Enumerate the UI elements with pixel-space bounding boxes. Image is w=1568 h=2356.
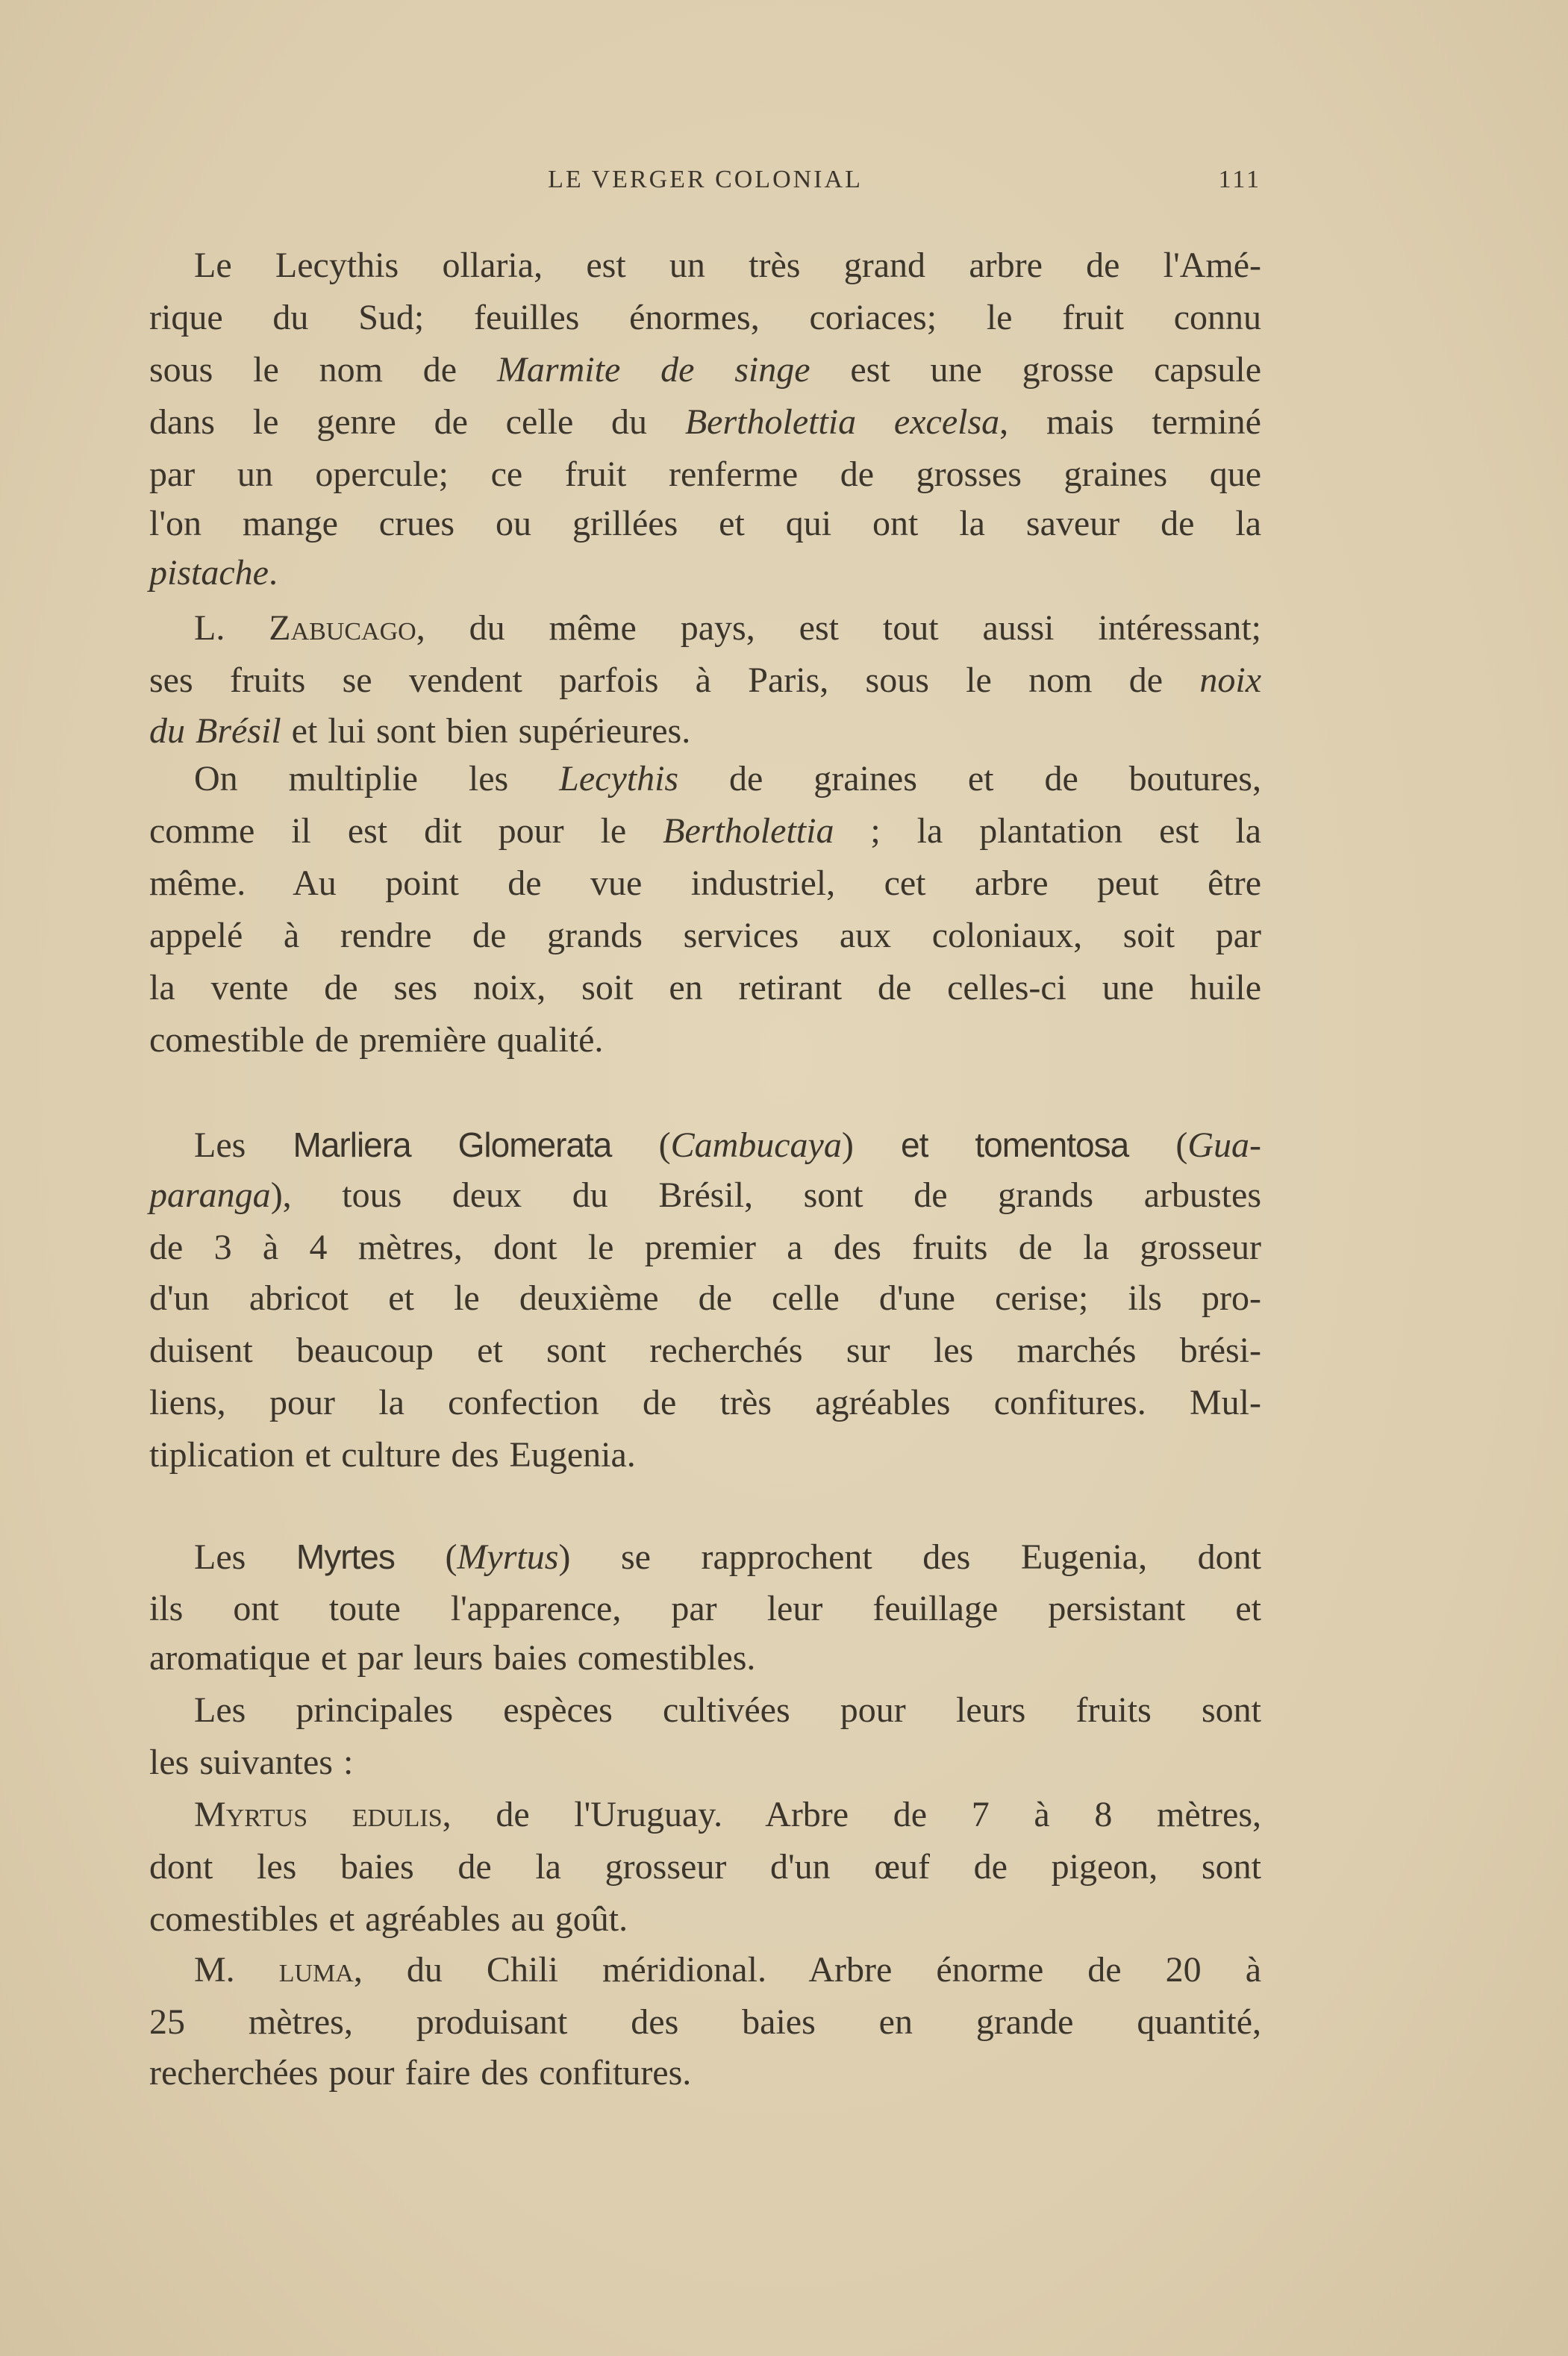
- text-run: Les: [194, 1537, 296, 1577]
- text-line: [194, 757, 1261, 802]
- text-line: [149, 501, 1261, 546]
- text-run: ): [841, 1125, 902, 1165]
- text-run: , mais terminé: [999, 402, 1261, 442]
- italic-term: paranga: [149, 1175, 271, 1215]
- text-run: ses fruits se vendent parfois à Paris, sous le nom de: [149, 660, 1200, 700]
- text-run: On multiplie les: [194, 759, 560, 799]
- text-line: [149, 2051, 1261, 2096]
- italic-term: Myrtus: [457, 1537, 559, 1577]
- text-run: de 3 à 4 mètres, dont le premier a des fruits de la grosseur: [149, 1228, 1261, 1267]
- text-run: dans le genre de celle du: [149, 402, 685, 442]
- text-run: les suivantes :: [149, 1743, 354, 1782]
- italic-term: pistache: [149, 553, 269, 593]
- running-header: [149, 166, 1261, 203]
- text-run: Les: [194, 1125, 293, 1165]
- text-line: [149, 1173, 1261, 1218]
- text-run: ; la plantation est la: [834, 811, 1261, 851]
- text-run: (: [1128, 1125, 1188, 1165]
- text-run: comestibles et agréables au goût.: [149, 1899, 628, 1939]
- text-run: ils ont toute l'apparence, par leur feuillage persistant et: [149, 1589, 1261, 1628]
- text-run: dont les baies de la grosseur d'un œuf de pigeon, sont: [149, 1847, 1261, 1887]
- text-line: [149, 1276, 1261, 1321]
- text-line: [149, 913, 1261, 958]
- text-line: [194, 1793, 1261, 1837]
- text-line: [149, 966, 1261, 1010]
- text-line: [149, 658, 1261, 703]
- text-run: , est un très grand arbre de l'Amé-: [534, 246, 1262, 285]
- text-line: [194, 243, 1261, 288]
- species-name: Marliera Glomerata: [293, 1125, 612, 1164]
- text-line: [149, 809, 1261, 854]
- text-line: [149, 861, 1261, 906]
- text-line: [149, 452, 1261, 497]
- text-line: [149, 1636, 1261, 1681]
- small-caps-name: Myrtus edulis: [194, 1795, 443, 1834]
- text-line: [194, 1122, 1261, 1167]
- text-run: la vente de ses noix, soit en retirant de celles-ci une huile: [149, 968, 1261, 1007]
- page-number: 111: [1218, 166, 1261, 193]
- text-run: duisent beaucoup et sont recherchés sur les marchés brési-: [149, 1331, 1261, 1370]
- text-line: [149, 1845, 1261, 1890]
- text-line: [194, 1688, 1261, 1733]
- text-line: [194, 1948, 1261, 1993]
- text-line: [149, 1018, 1261, 1063]
- text-line: [149, 348, 1261, 393]
- text-run: même. Au point de vue industriel, cet arbre peut être: [149, 863, 1261, 903]
- text-line: [194, 606, 1261, 651]
- text-line: [149, 400, 1261, 445]
- text-line: [149, 1328, 1261, 1373]
- text-run: Lecythis ollaria: [275, 246, 534, 285]
- text-line: [149, 2000, 1261, 2045]
- text-line: [149, 1897, 1261, 1942]
- text-run: comme il est dit pour le: [149, 811, 663, 851]
- small-caps-name: Zabucago: [269, 608, 416, 648]
- text-run: sous le nom de: [149, 350, 497, 390]
- italic-term: noix: [1199, 660, 1261, 700]
- text-run: aromatique et par leurs baies comestibles.: [149, 1638, 756, 1678]
- text-run: rique du Sud; feuilles énormes, coriaces; le fruit connu: [149, 298, 1261, 337]
- species-name: Myrtes: [296, 1537, 395, 1576]
- text-run: de graines et de boutures,: [678, 759, 1261, 799]
- text-line: [149, 296, 1261, 340]
- text-run: , du Chili méridional. Arbre énorme de 20 à: [353, 1950, 1261, 1990]
- text-run: est une grosse capsule: [810, 350, 1262, 390]
- text-line: [194, 1534, 1261, 1579]
- text-run: recherchées pour faire des confitures.: [149, 2053, 692, 2093]
- text-run: L.: [194, 608, 269, 648]
- italic-term: Gua-: [1187, 1125, 1262, 1165]
- text-run: par un opercule; ce fruit renferme de grosses graines que: [149, 454, 1261, 494]
- text-run: Le: [194, 246, 275, 285]
- text-line: [149, 1225, 1261, 1270]
- italic-term: Bertholettia excelsa: [684, 402, 1000, 442]
- small-caps-name: luma: [278, 1950, 354, 1990]
- text-line: [149, 709, 1261, 754]
- italic-term: du Brésil: [149, 711, 281, 751]
- text-run: (: [394, 1537, 457, 1577]
- text-run: tiplication et culture des Eugenia.: [149, 1435, 636, 1475]
- text-run: d'un abricot et le deuxième de celle d'une cerise; ils pro-: [149, 1278, 1261, 1318]
- text-run: , de l'Uruguay. Arbre de 7 à 8 mètres,: [442, 1795, 1261, 1834]
- italic-term: Bertholettia: [663, 811, 834, 851]
- italic-term: Marmite de singe: [496, 350, 810, 390]
- text-line: [149, 1740, 1261, 1785]
- text-line: [149, 1381, 1261, 1425]
- text-run: (: [611, 1125, 671, 1165]
- text-run: .: [268, 553, 278, 593]
- text-run: ), tous deux du Brésil, sont de grands arbustes: [270, 1175, 1261, 1215]
- text-line: [149, 1433, 1261, 1478]
- text-run: Les principales espèces cultivées pour leurs fruits sont: [194, 1690, 1261, 1730]
- text-line: [149, 551, 1261, 596]
- text-run: , du même pays, est tout aussi intéressant;: [416, 608, 1262, 648]
- italic-term: Cambucaya: [670, 1125, 842, 1165]
- text-run: 25 mètres, produisant des baies en grande quantité,: [149, 2002, 1261, 2042]
- text-run: comestible de première qualité.: [149, 1020, 604, 1060]
- text-run: M.: [194, 1950, 279, 1990]
- species-name: et tomentosa: [901, 1125, 1129, 1164]
- text-line: [149, 1587, 1261, 1631]
- text-run: et lui sont bien supérieures.: [281, 711, 691, 751]
- text-run: ) se rapprochent des Eugenia, dont: [558, 1537, 1261, 1577]
- text-run: l'on mange crues ou grillées et qui ont la saveur de la: [149, 504, 1261, 543]
- running-title: LE VERGER COLONIAL: [548, 166, 863, 193]
- text-run: appelé à rendre de grands services aux coloniaux, soit par: [149, 916, 1261, 955]
- italic-term: Lecythis: [559, 759, 679, 799]
- text-run: liens, pour la confection de très agréables confitures. Mul-: [149, 1383, 1261, 1422]
